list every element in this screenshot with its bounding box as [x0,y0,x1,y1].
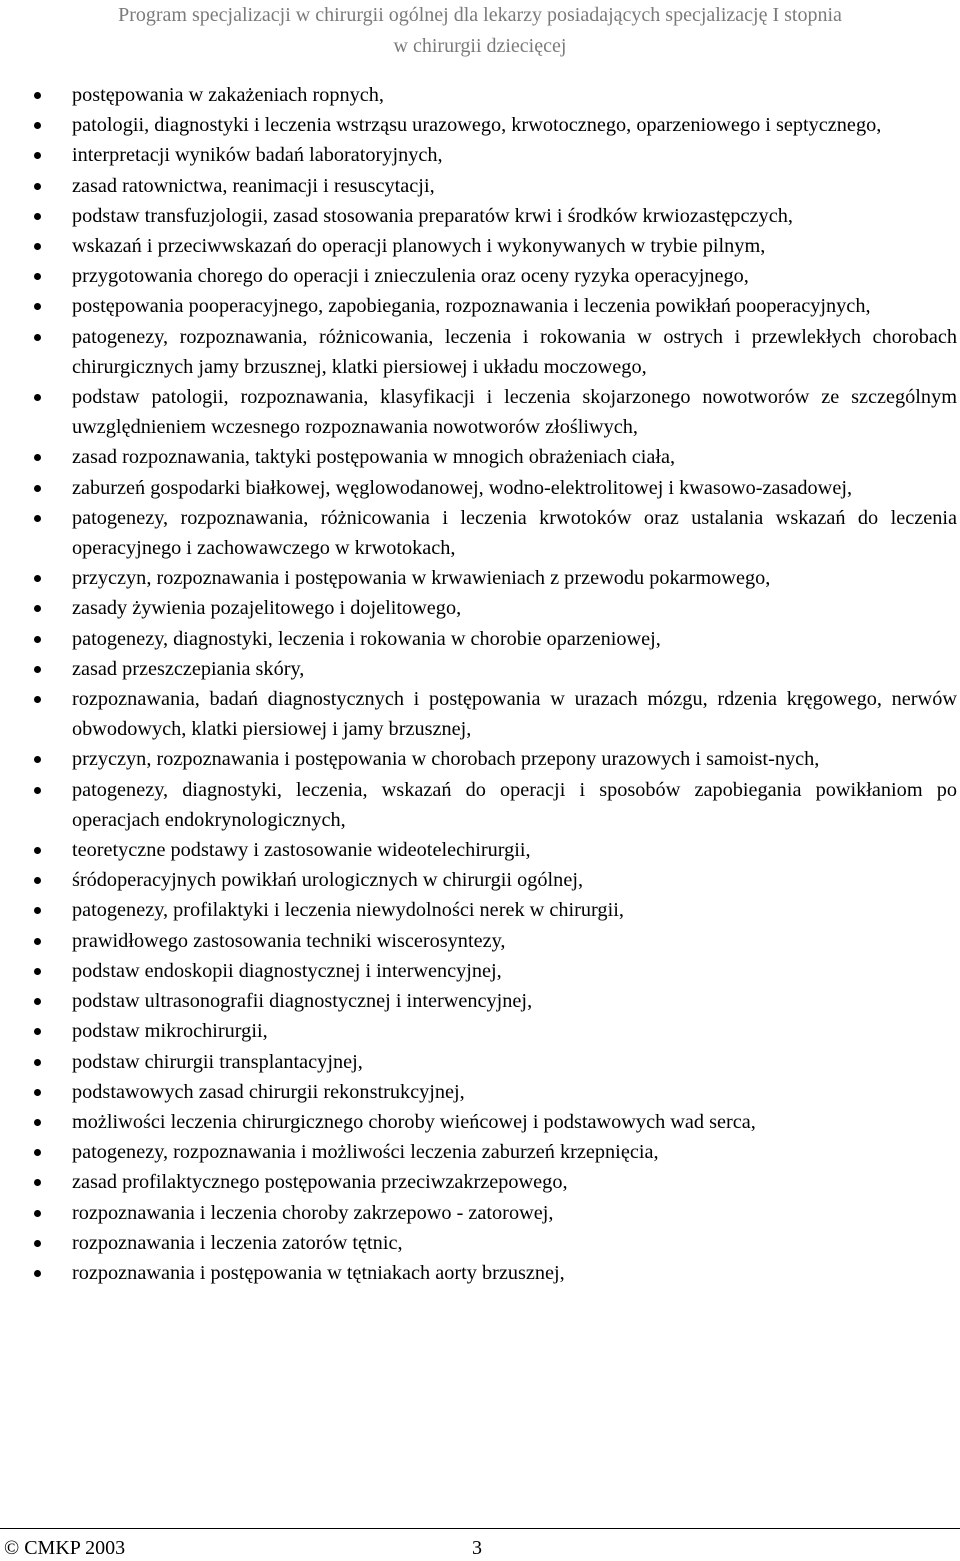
list-item [0,140,960,170]
list-item [0,171,960,201]
bullet-icon [34,907,41,914]
bullet-icon [34,122,41,129]
list-item-text: postępowania w zakażeniach ropnych, [72,84,384,106]
list-item-text: interpretacji wyników badań laboratoryjnych, [72,144,443,167]
bullet-icon [34,636,41,643]
list-item [0,110,960,140]
list-item-text: postępowania pooperacyjnego, zapobiegania, rozpoznawania i leczenia powikłań pooperacyjnych, [72,295,871,318]
list-item [0,865,960,895]
list-item-text: patogenezy, rozpoznawania i możliwości leczenia zaburzeń krzepnięcia, [72,1141,659,1164]
list-item [0,1016,960,1046]
list-item [0,231,960,261]
list-item [0,1137,960,1167]
bullet-icon [34,696,41,703]
bullet-icon [34,998,41,1005]
list-item [0,473,960,503]
bullet-icon [34,152,41,159]
bullet-icon [34,666,41,673]
bullet-icon [34,454,41,461]
list-item [0,684,960,744]
list-item [0,80,960,110]
list-item-text: przygotowania chorego do operacji i znieczulenia oraz oceny ryzyka operacyjnego, [72,265,749,288]
document-body [0,80,960,1288]
list-item [0,261,960,291]
list-item [0,895,960,925]
list-item [0,654,960,684]
list-item [0,593,960,623]
list-item-text: podstaw ultrasonografii diagnostycznej i interwencyjnej, [72,990,533,1013]
bullet-list [0,80,960,1288]
bullet-icon [34,938,41,945]
list-item-text: możliwości leczenia chirurgicznego choroby wieńcowej i podstawowych wad serca, [72,1110,756,1133]
list-item [0,986,960,1016]
bullet-icon [34,273,41,280]
bullet-icon [34,1089,41,1096]
list-item [0,744,960,774]
bullet-icon [34,243,41,250]
list-item [0,1107,960,1137]
bullet-icon [34,1240,41,1247]
bullet-icon [34,213,41,220]
bullet-icon [34,1028,41,1035]
bullet-icon [34,575,41,582]
list-item [0,1077,960,1107]
list-item-text: zasad profilaktycznego postępowania przeciwzakrzepowego, [72,1171,568,1194]
list-item-text: rozpoznawania i leczenia choroby zakrzepowo - zatorowej, [72,1201,554,1224]
list-item [0,382,960,442]
list-item-text: śródoperacyjnych powikłań urologicznych w chirurgii ogólnej, [72,869,584,892]
list-item-text: przyczyn, rozpoznawania i postępowania w chorobach przepony urazowych i samoist-nych, [72,748,820,771]
bullet-icon [34,1179,41,1186]
list-item-text: podstaw endoskopii diagnostycznej i interwencyjnej, [72,959,502,982]
list-item [0,956,960,986]
list-item [0,1228,960,1258]
list-item [0,563,960,593]
list-item [0,1167,960,1197]
list-item [0,1198,960,1228]
list-item-text: patogenezy, profilaktyki i leczenia niewydolności nerek w chirurgii, [72,899,624,922]
bullet-icon [34,877,41,884]
list-item-text: teoretyczne podstawy i zastosowanie wideotelechirurgii, [72,839,531,862]
bullet-icon [34,605,41,612]
bullet-icon [34,1059,41,1066]
list-item [0,624,960,654]
list-item-text: podstaw transfuzjologii, zasad stosowania preparatów krwi i środków krwiozastępczych, [72,204,793,227]
bullet-icon [34,394,41,401]
list-item [0,926,960,956]
list-item-text: przyczyn, rozpoznawania i postępowania w krwawieniach z przewodu pokarmowego, [72,567,771,590]
header-title-line-1: Program specjalizacji w chirurgii ogólnej dla lekarzy posiadających specjalizację I stopnia [118,4,842,26]
list-item [0,291,960,321]
list-item [0,503,960,563]
bullet-icon [34,847,41,854]
list-item-text: podstaw chirurgii transplantacyjnej, [72,1050,363,1073]
list-item [0,201,960,231]
list-item-text: podstaw mikrochirurgii, [72,1020,268,1043]
list-item-text: zaburzeń gospodarki białkowej, węglowodanowej, wodno-elektrolitowej i kwasowo-zasadowej, [72,476,853,499]
list-item [0,442,960,472]
list-item-text: prawidłowego zastosowania techniki wiscerosyntezy, [72,929,506,952]
bullet-icon [34,1149,41,1156]
list-item-text: zasad przeszczepiania skóry, [72,657,305,680]
bullet-icon [34,756,41,763]
list-item [0,835,960,865]
list-item-text: zasad rozpoznawania, taktyki postępowania w mnogich obrażeniach ciała, [72,446,676,469]
list-item-text: zasad ratownictwa, reanimacji i resuscytacji, [72,174,435,197]
page-number: 3 [472,1537,482,1559]
list-item-text: rozpoznawania, badań diagnostycznych i postępowania w urazach mózgu, rdzenia kręgowego, nerwów obwodowych, klatki piersiowej i jamy brzusznej, [72,688,957,741]
list-item [0,322,960,382]
footer-copyright: © CMKP 2003 [4,1537,126,1559]
bullet-icon [34,1119,41,1126]
list-item-text: patologii, diagnostyki i leczenia wstrząsu urazowego, krwotocznego, oparzeniowego i septycznego, [72,114,882,137]
bullet-icon [34,303,41,310]
list-item [0,775,960,835]
header-title-line-2: w chirurgii dziecięcej [393,35,567,57]
list-item-text: rozpoznawania i postępowania w tętniakach aorty brzusznej, [72,1261,565,1284]
list-item-text: podstaw patologii, rozpoznawania, klasyfikacji i leczenia skojarzonego nowotworów ze szczególnym uwzględnieniem wczesnego rozpoznawania nowotworów złośliwych, [72,386,957,439]
list-item-text: podstawowych zasad chirurgii rekonstrukcyjnej, [72,1080,465,1103]
list-item-text: rozpoznawania i leczenia zatorów tętnic, [72,1231,403,1254]
list-item-text: patogenezy, diagnostyki, leczenia, wskazań do operacji i sposobów zapobiegania powikłaniom po operacjach endokrynologicznych, [72,778,957,831]
bullet-icon [34,968,41,975]
bullet-icon [34,515,41,522]
list-item-text: wskazań i przeciwwskazań do operacji planowych i wykonywanych w trybie pilnym, [72,235,766,258]
list-item-text: patogenezy, rozpoznawania, różnicowania i leczenia krwotoków oraz ustalania wskazań do leczenia operacyjnego i zachowawczego w krwotokach, [72,506,957,560]
bullet-icon [34,334,41,341]
bullet-icon [34,92,41,99]
list-item [0,1258,960,1288]
list-item [0,1047,960,1077]
bullet-icon [34,1210,41,1217]
bullet-icon [34,787,41,794]
list-item-text: patogenezy, rozpoznawania, różnicowania, leczenia i rokowania w ostrych i przewlekłych chorobach chirurgicznych jamy brzusznej, klatki piersiowej i układu moczowego, [72,325,957,378]
list-item-text: patogenezy, diagnostyki, leczenia i rokowania w chorobie oparzeniowej, [72,627,661,650]
footer-divider [0,1528,960,1529]
bullet-icon [34,183,41,190]
bullet-icon [34,485,41,492]
page-header [0,0,960,62]
list-item-text: zasady żywienia pozajelitowego i dojelitowego, [72,597,462,620]
bullet-icon [34,1270,41,1277]
